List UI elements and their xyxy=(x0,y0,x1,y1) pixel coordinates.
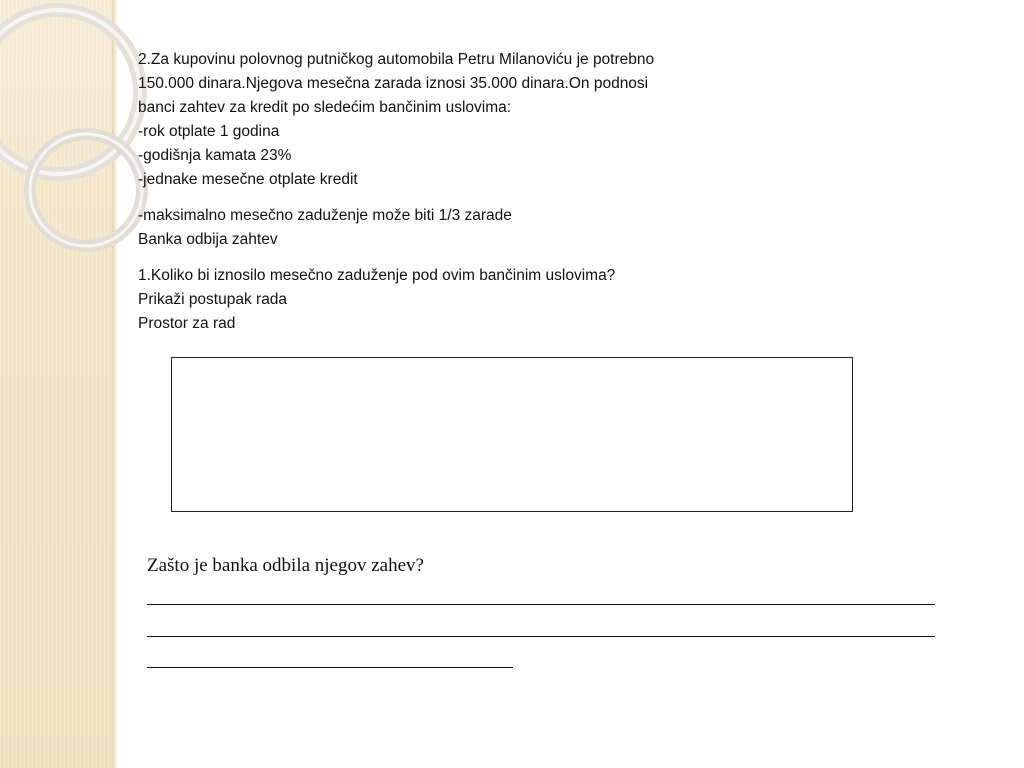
condition-line: -maksimalno mesečno zaduženje može biti 1/3 zarade xyxy=(138,207,512,224)
task-line: 1.Koliko bi iznosilo mesečno zaduženje pod ovim bančinim uslovima? xyxy=(138,267,616,284)
problem-line: 150.000 dinara.Njegova mesečna zarada iznosi 35.000 dinara.On podnosi xyxy=(138,75,649,92)
condition-line: Banka odbija zahtev xyxy=(138,231,278,248)
problem-line: -jednake mesečne otplate kredit xyxy=(138,171,358,188)
task-line: Prostor za rad xyxy=(138,315,236,332)
answer-line[interactable] xyxy=(147,604,935,605)
problem-line: banci zahtev za kredit po sledećim bančinim uslovima: xyxy=(138,99,512,116)
decorative-rings xyxy=(0,0,160,300)
task-line: Prikaži postupak rada xyxy=(138,291,288,308)
problem-line: -rok otplate 1 godina xyxy=(138,123,280,140)
decorative-ring-small-highlight xyxy=(30,134,142,246)
work-space-box[interactable] xyxy=(171,357,853,512)
followup-question: Zašto je banka odbila njegov zahev? xyxy=(147,555,424,576)
answer-line[interactable] xyxy=(147,667,513,668)
problem-line: 2.Za kupovinu polovnog putničkog automobila Petru Milanoviću je potrebno xyxy=(138,51,655,68)
problem-text xyxy=(138,48,778,336)
problem-line: -godišnja kamata 23% xyxy=(138,147,292,164)
answer-line[interactable] xyxy=(147,636,935,637)
